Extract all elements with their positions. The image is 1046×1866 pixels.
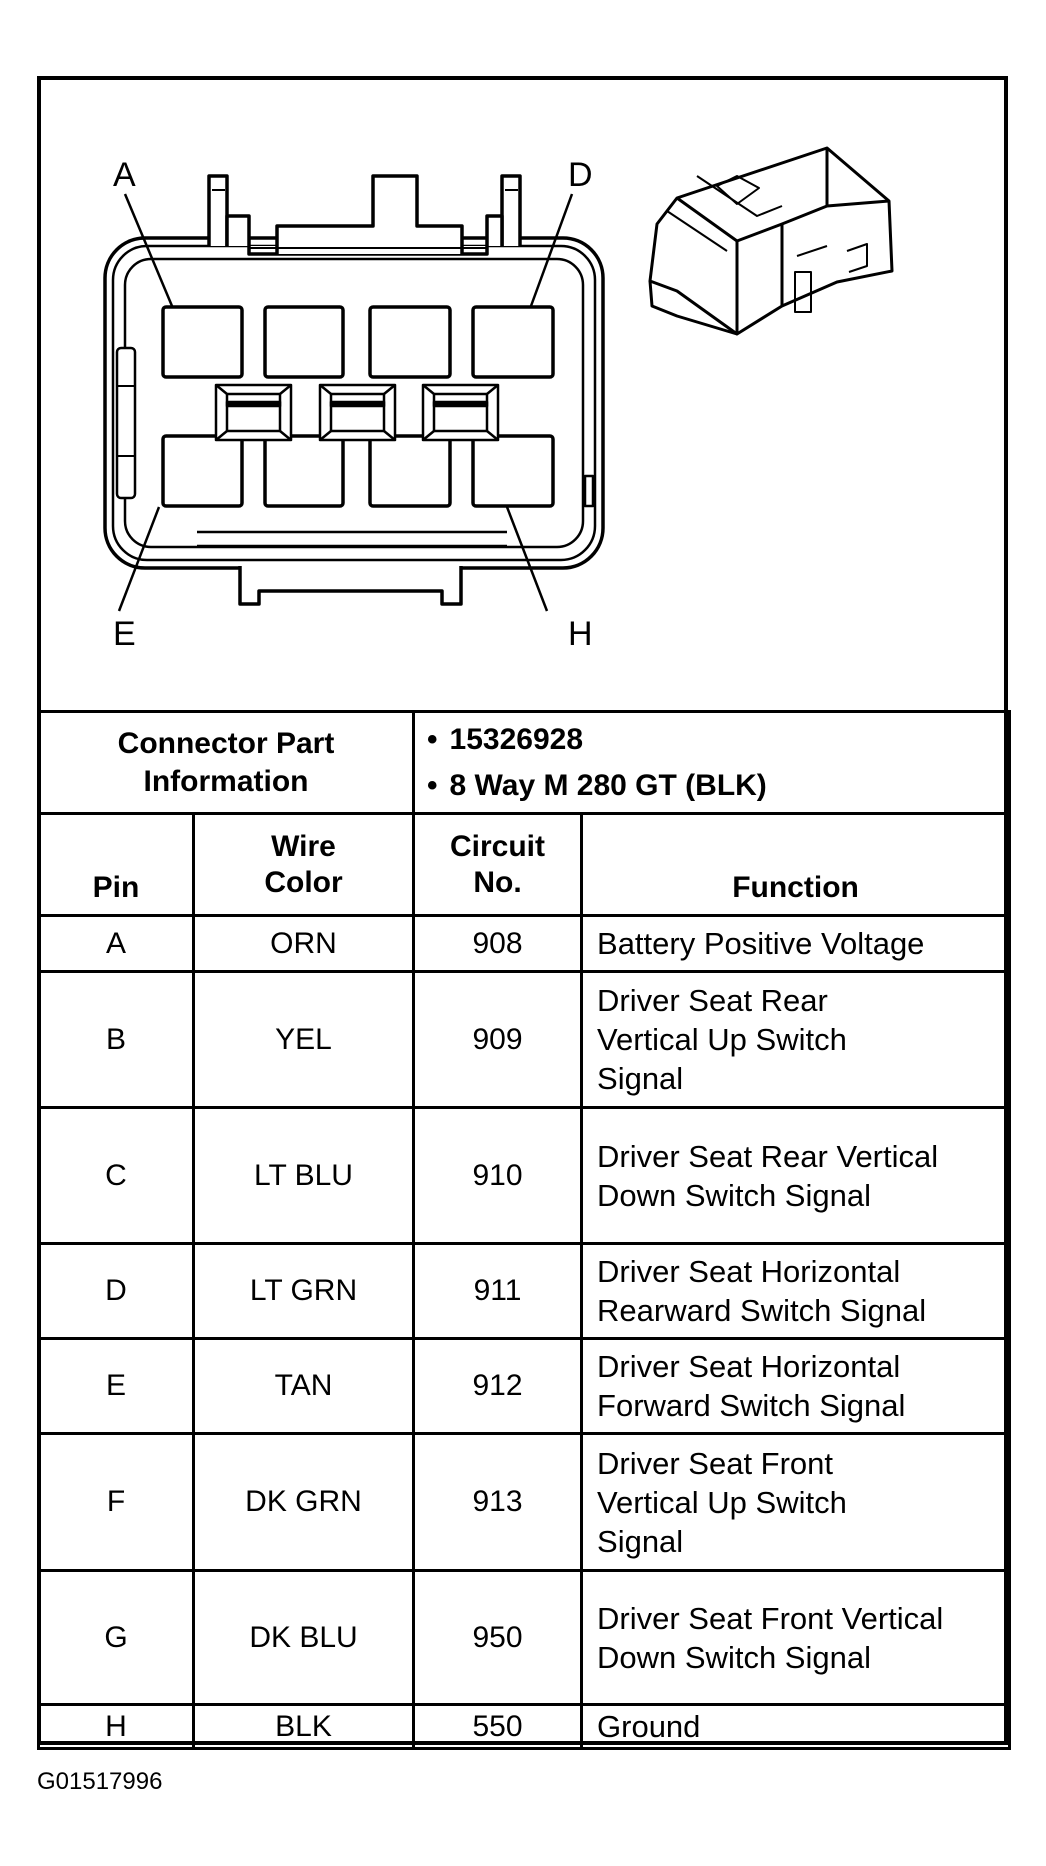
connector-description: • 8 Way M 280 GT (BLK) — [427, 763, 1008, 809]
cell-function: Driver Seat Rear Vertical Up Switch Signal — [582, 972, 1010, 1108]
connector-info-row — [39, 712, 1010, 814]
table-row — [39, 1244, 1010, 1339]
cell-function: Battery Positive Voltage — [582, 916, 1010, 972]
cell-circuit: 911 — [414, 1244, 582, 1339]
cell-wire-color: DK BLU — [194, 1571, 414, 1705]
cell-wire-color: BLK — [194, 1705, 414, 1749]
connector-face-icon — [37, 76, 1008, 710]
cell-wire-color: YEL — [194, 972, 414, 1108]
table-row — [39, 1108, 1010, 1244]
header-pin: Pin — [39, 814, 194, 916]
header-circuit: Circuit No. — [414, 814, 582, 916]
table-row — [39, 1705, 1010, 1749]
connector-info-values — [414, 712, 1010, 814]
cell-circuit: 908 — [414, 916, 582, 972]
cell-function: Driver Seat Front Vertical Up Switch Signal — [582, 1434, 1010, 1571]
table-header-row — [39, 814, 1010, 916]
pinout-table — [37, 710, 1011, 1750]
cell-pin: E — [39, 1339, 194, 1434]
cell-circuit: 950 — [414, 1571, 582, 1705]
cell-pin: F — [39, 1434, 194, 1571]
connector-drawing-area — [37, 76, 1008, 710]
cell-wire-color: ORN — [194, 916, 414, 972]
cell-circuit: 910 — [414, 1108, 582, 1244]
connector-iso-icon — [650, 148, 892, 334]
cell-function: Driver Seat Horizontal Forward Switch Signal — [582, 1339, 1010, 1434]
table-row — [39, 972, 1010, 1108]
cell-circuit: 550 — [414, 1705, 582, 1749]
cell-function: Ground — [582, 1705, 1010, 1749]
cell-pin: B — [39, 972, 194, 1108]
cell-circuit: 912 — [414, 1339, 582, 1434]
cell-wire-color: LT GRN — [194, 1244, 414, 1339]
table-row — [39, 1434, 1010, 1571]
cell-pin: C — [39, 1108, 194, 1244]
cell-wire-color: LT BLU — [194, 1108, 414, 1244]
cell-wire-color: DK GRN — [194, 1434, 414, 1571]
cell-circuit: 909 — [414, 972, 582, 1108]
cell-function: Driver Seat Horizontal Rearward Switch Signal — [582, 1244, 1010, 1339]
pin-label-a: A — [113, 156, 136, 194]
header-function: Function — [582, 814, 1010, 916]
part-number: • 15326928 — [427, 717, 1008, 763]
cell-pin: D — [39, 1244, 194, 1339]
cell-pin: A — [39, 916, 194, 972]
cell-function: Driver Seat Rear Vertical Down Switch Signal — [582, 1108, 1010, 1244]
connector-info-label: Connector Part Information — [39, 712, 414, 814]
cell-wire-color: TAN — [194, 1339, 414, 1434]
header-wire-color: Wire Color — [194, 814, 414, 916]
cell-pin: G — [39, 1571, 194, 1705]
cell-pin: H — [39, 1705, 194, 1749]
figure-id: G01517996 — [37, 1768, 163, 1795]
table-row — [39, 1571, 1010, 1705]
pin-label-e: E — [113, 615, 136, 653]
cell-function: Driver Seat Front Vertical Down Switch Signal — [582, 1571, 1010, 1705]
pin-label-h: H — [568, 615, 593, 653]
table-row — [39, 916, 1010, 972]
table-row — [39, 1339, 1010, 1434]
cell-circuit: 913 — [414, 1434, 582, 1571]
pin-label-d: D — [568, 156, 593, 194]
